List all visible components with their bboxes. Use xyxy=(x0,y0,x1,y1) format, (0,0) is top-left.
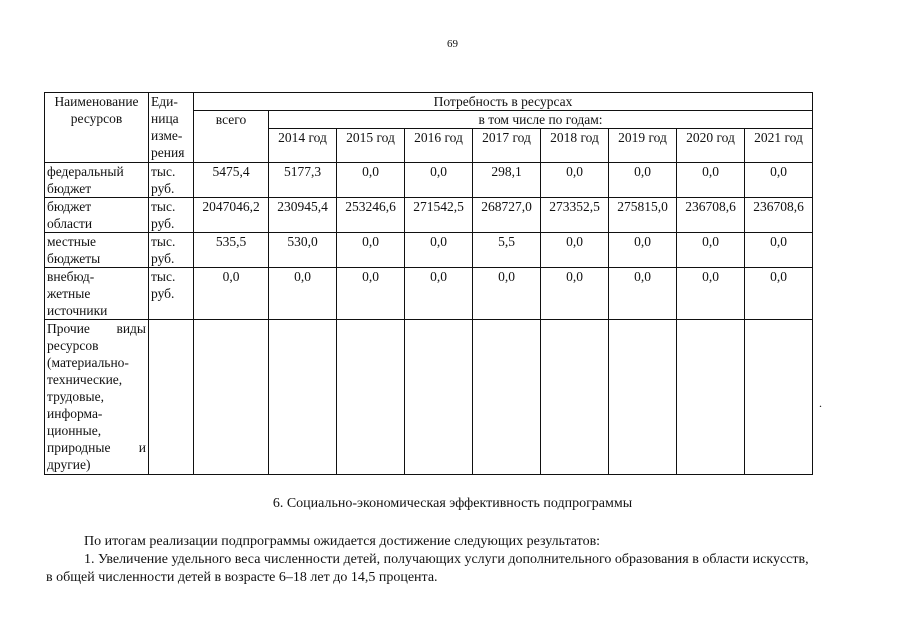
row-year-value xyxy=(677,320,745,475)
row-total: 2047046,2 xyxy=(194,198,269,233)
cell-line: руб. xyxy=(151,216,175,231)
row-year-value xyxy=(337,320,405,475)
row-total: 0,0 xyxy=(194,268,269,320)
page-number: 69 xyxy=(447,38,458,50)
row-year-value xyxy=(405,320,473,475)
row-name-line: бюджет xyxy=(47,181,92,196)
row-year-value xyxy=(269,320,337,475)
header-year: 2018 год xyxy=(541,129,609,163)
row-unit xyxy=(149,198,194,233)
row-year-value: 0,0 xyxy=(337,163,405,198)
cell-line: руб. xyxy=(151,286,175,301)
row-year-value: 275815,0 xyxy=(609,198,677,233)
row-name-line: (материально- xyxy=(47,355,129,370)
row-year-value: 236708,6 xyxy=(677,198,745,233)
row-total: 535,5 xyxy=(194,233,269,268)
cell-line: тыс. xyxy=(151,199,176,214)
header-year: 2017 год xyxy=(473,129,541,163)
row-year-value: 0,0 xyxy=(405,268,473,320)
row-year-value: 0,0 xyxy=(269,268,337,320)
row-year-value: 5177,3 xyxy=(269,163,337,198)
row-name-line: источники xyxy=(47,303,108,318)
row-year-value: 0,0 xyxy=(405,233,473,268)
table-body xyxy=(45,93,813,475)
row-name-line: природные и xyxy=(47,440,146,455)
row-year-value: 0,0 xyxy=(745,268,813,320)
row-year-value: 236708,6 xyxy=(745,198,813,233)
row-year-value: 273352,5 xyxy=(541,198,609,233)
row-name-line: области xyxy=(47,216,93,231)
row-year-value: 0,0 xyxy=(677,163,745,198)
row-name-line: информа- xyxy=(47,406,103,421)
row-year-value: 0,0 xyxy=(609,268,677,320)
row-year-value: 0,0 xyxy=(677,268,745,320)
row-name-line: бюджеты xyxy=(47,251,101,266)
header-total: всего xyxy=(194,111,269,163)
row-name-line: ционные, xyxy=(47,423,102,438)
row-name xyxy=(45,163,149,198)
row-year-value: 230945,4 xyxy=(269,198,337,233)
row-year-value: 0,0 xyxy=(541,268,609,320)
header-name: Наименование ресурсов xyxy=(45,93,149,163)
row-total xyxy=(194,320,269,475)
row-year-value: 0,0 xyxy=(337,233,405,268)
header-year: 2020 год xyxy=(677,129,745,163)
row-year-value xyxy=(745,320,813,475)
header-unit xyxy=(149,93,194,163)
row-name-line: внебюд- xyxy=(47,269,95,284)
header-year: 2015 год xyxy=(337,129,405,163)
row-name-line: Прочие виды xyxy=(47,321,146,336)
table-row xyxy=(45,320,813,475)
row-year-value: 0,0 xyxy=(405,163,473,198)
row-name-line: ресурсов xyxy=(47,338,99,353)
row-name xyxy=(45,268,149,320)
cell-line: руб. xyxy=(151,251,175,266)
row-year-value: 0,0 xyxy=(745,233,813,268)
stray-mark: . xyxy=(819,396,822,410)
row-unit xyxy=(149,163,194,198)
row-name xyxy=(45,320,149,475)
header-year: 2016 год xyxy=(405,129,473,163)
header-by-years: в том числе по годам: xyxy=(269,111,813,129)
row-total: 5475,4 xyxy=(194,163,269,198)
row-year-value xyxy=(541,320,609,475)
cell-line: ница xyxy=(151,111,179,126)
header-need: Потребность в ресурсах xyxy=(194,93,813,111)
row-unit xyxy=(149,233,194,268)
cell-line: руб. xyxy=(151,181,175,196)
cell-line: тыс. xyxy=(151,234,176,249)
row-name-line: технические, xyxy=(47,372,123,387)
table-row xyxy=(45,163,813,198)
row-year-value: 271542,5 xyxy=(405,198,473,233)
header-year: 2014 год xyxy=(269,129,337,163)
header-year: 2021 год xyxy=(745,129,813,163)
row-year-value xyxy=(609,320,677,475)
row-year-value xyxy=(473,320,541,475)
row-name xyxy=(45,233,149,268)
row-year-value: 530,0 xyxy=(269,233,337,268)
paragraph-item1-line2: в общей численности детей в возрасте 6–18 лет до 14,5 процента. xyxy=(46,570,438,585)
table-row xyxy=(45,198,813,233)
row-year-value: 0,0 xyxy=(541,163,609,198)
header-row xyxy=(45,93,813,111)
row-year-value: 268727,0 xyxy=(473,198,541,233)
section-title: 6. Социально-экономическая эффективность подпрограммы xyxy=(272,496,633,511)
row-name-line: другие) xyxy=(47,457,91,472)
cell-line: тыс. xyxy=(151,269,176,284)
cell-line: Еди- xyxy=(151,94,178,109)
row-name-line: местные xyxy=(47,234,97,249)
paragraph-intro: По итогам реализации подпрограммы ожидается достижение следующих результатов: xyxy=(84,534,601,549)
row-year-value: 298,1 xyxy=(473,163,541,198)
row-unit xyxy=(149,320,194,475)
cell-line: изме- xyxy=(151,128,183,143)
row-year-value: 5,5 xyxy=(473,233,541,268)
row-year-value: 253246,6 xyxy=(337,198,405,233)
header-year: 2019 год xyxy=(609,129,677,163)
row-year-value: 0,0 xyxy=(609,163,677,198)
row-year-value: 0,0 xyxy=(541,233,609,268)
row-year-value: 0,0 xyxy=(745,163,813,198)
row-name-line: федеральный xyxy=(47,164,124,179)
row-name-line: трудовые, xyxy=(47,389,104,404)
cell-line: рения xyxy=(151,145,185,160)
row-year-value: 0,0 xyxy=(473,268,541,320)
row-name xyxy=(45,198,149,233)
row-unit xyxy=(149,268,194,320)
row-year-value: 0,0 xyxy=(609,233,677,268)
cell-line: тыс. xyxy=(151,164,176,179)
row-year-value: 0,0 xyxy=(337,268,405,320)
paragraph-item1-line1: 1. Увеличение удельного веса численности детей, получающих услуги дополнительного образования в области искусств, xyxy=(84,552,809,567)
resources-table xyxy=(44,92,813,475)
row-name-line: бюджет xyxy=(47,199,92,214)
row-name-line: жетные xyxy=(47,286,91,301)
row-year-value: 0,0 xyxy=(677,233,745,268)
table-row xyxy=(45,268,813,320)
table-row xyxy=(45,233,813,268)
